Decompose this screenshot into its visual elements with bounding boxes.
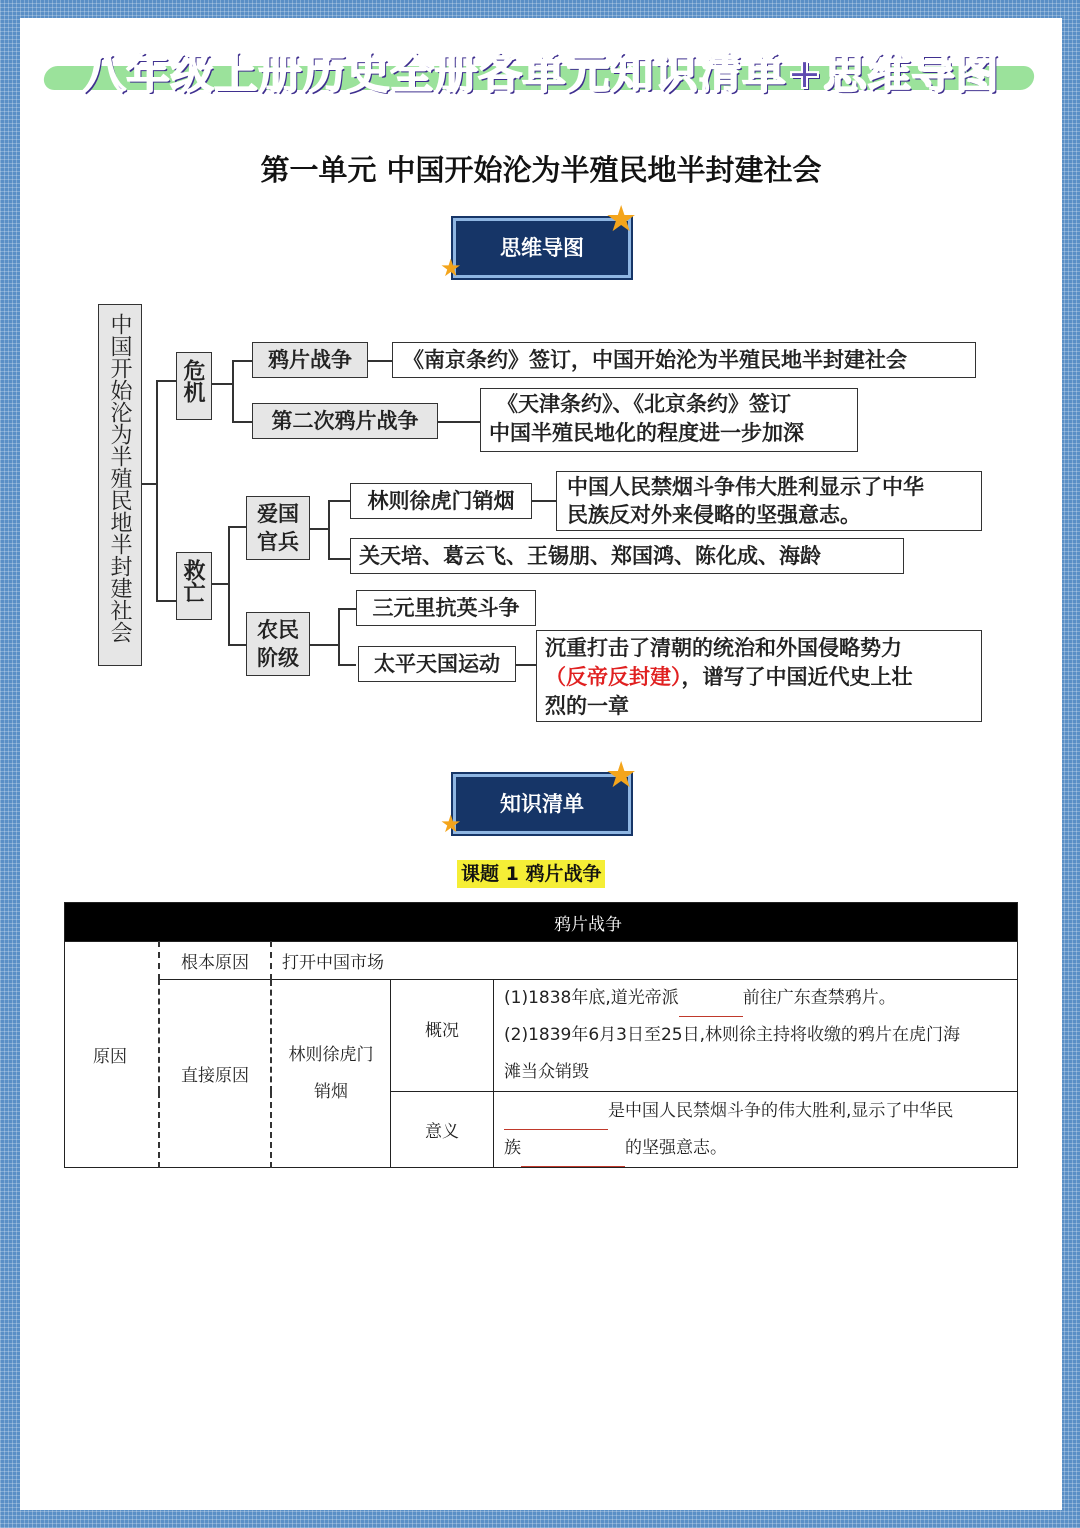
red-highlight-text: （反帝反封建）	[545, 664, 682, 689]
fill-blank[interactable]	[521, 1148, 625, 1167]
meaning-line	[504, 1130, 1007, 1167]
root-cause-value: 打开中国市场	[271, 942, 1018, 980]
meaning-line	[504, 1093, 1007, 1130]
mindmap-lin-zexu-result	[556, 471, 982, 531]
result-line	[545, 662, 981, 691]
star-icon: ★	[440, 254, 462, 282]
star-icon: ★	[605, 199, 638, 240]
star-icon: ★	[440, 810, 462, 838]
mindmap-rescue: 救亡	[176, 552, 212, 620]
overview-line	[504, 980, 1007, 1017]
result-line: 沉重打击了清朝的统治和外国侵略势力	[545, 635, 902, 660]
mindmap-root: 中国开始沦为半殖民地半封建社会	[98, 304, 142, 666]
knowledge-list-banner: 知识清单	[453, 774, 631, 834]
result-line: 中国半殖民地化的程度进一步加深	[489, 420, 804, 445]
mindmap-second-opium-war-result	[480, 388, 858, 452]
meaning-label: 意义	[391, 1092, 494, 1168]
overview-label: 概况	[391, 980, 494, 1092]
result-line: 中国人民禁烟斗争伟大胜利显示了中华	[567, 474, 924, 499]
meaning-content	[494, 1092, 1018, 1168]
overview-text: 前往广东查禁鸦片。	[742, 988, 896, 1008]
unit-title: 第一单元 中国开始沦为半殖民地半封建社会	[260, 153, 822, 187]
mind-map	[20, 18, 1062, 1510]
result-line: 烈的一章	[545, 693, 629, 718]
result-line: 民族反对外来侵略的坚强意志。	[567, 502, 861, 527]
mindmap-taiping-result	[536, 630, 982, 722]
direct-cause-label: 直接原因	[159, 980, 271, 1168]
star-icon: ★	[605, 755, 638, 796]
mindmap-opium-war: 鸦片战争	[252, 342, 368, 378]
event-cell: 林则徐虎门销烟	[271, 980, 391, 1168]
mindmap-peasants: 农民阶级	[246, 612, 310, 676]
mindmap-generals: 关天培、葛云飞、王锡朋、郑国鸿、陈化成、海龄	[350, 538, 904, 574]
meaning-text: 是中国人民禁烟斗争的伟大胜利,显示了中华民	[608, 1100, 954, 1121]
mindmap-sanyuanli: 三元里抗英斗争	[356, 590, 536, 626]
table-header: 鸦片战争	[159, 903, 1018, 942]
result-line: 《天津条约》、《北京条约》签订	[497, 391, 791, 416]
mindmap-opium-war-result: 《南京条约》签订，中国开始沦为半殖民地半封建社会	[392, 342, 976, 378]
mindmap-second-opium-war: 第二次鸦片战争	[252, 403, 438, 439]
lesson-title: 课题 1 鸦片战争	[457, 860, 605, 888]
overview-content	[494, 980, 1018, 1092]
result-text: ，谱写了中国近代史上壮	[681, 664, 913, 689]
overview-text: (1)1838年底,道光帝派	[504, 988, 679, 1008]
fill-blank[interactable]	[504, 1111, 608, 1130]
overview-line: 滩当众销毁	[504, 1062, 589, 1082]
overview-line: (2)1839年6月3日至25日,林则徐主持将收缴的鸦片在虎门海	[504, 1025, 961, 1045]
fill-blank[interactable]	[679, 998, 743, 1017]
meaning-text: 的坚强意志。	[625, 1137, 727, 1158]
mind-map-banner: 思维导图	[453, 218, 631, 278]
main-title: 八年级上册历史全册各单元知识清单+思维导图	[82, 49, 1000, 99]
meaning-text: 族	[504, 1137, 521, 1158]
root-cause-label: 根本原因	[159, 942, 271, 980]
mindmap-taiping: 太平天国运动	[358, 646, 516, 682]
page	[20, 18, 1062, 1510]
mindmap-lin-zexu: 林则徐虎门销烟	[350, 483, 532, 519]
reason-cell: 原因	[65, 942, 160, 1168]
knowledge-table	[64, 902, 1018, 1168]
mindmap-patriots: 爱国官兵	[246, 496, 310, 560]
mindmap-crisis: 危机	[176, 352, 212, 420]
